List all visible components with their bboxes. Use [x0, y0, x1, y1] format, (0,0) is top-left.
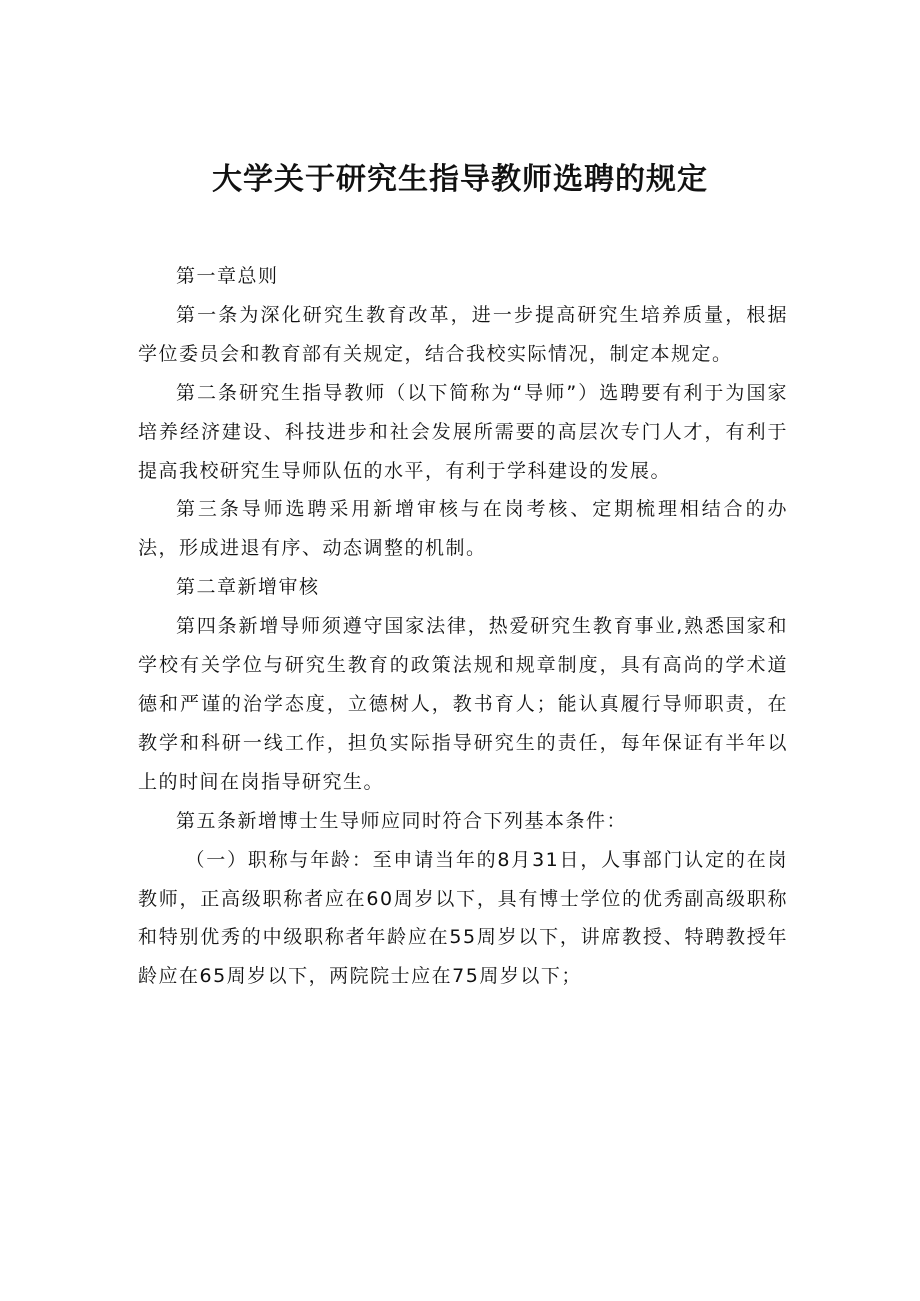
- article-4: 第四条新增导师须遵守国家法律，热爱研究生教育事业,熟悉国家和学校有关学位与研究生教育的政策法规和规章制度，具有高尚的学术道德和严谨的治学态度，立德树人，教书育人；能认真履行导师职责，在教学和科研一线工作，担负实际指导研究生的责任，每年保证有半年以上的时间在岗指导研究生。: [138, 615, 788, 793]
- document-title: 大学关于研究生指导教师选聘的规定: [212, 162, 708, 197]
- article-1: 第一条为深化研究生教育改革，进一步提高研究生培养质量，根据学位委员会和教育部有关规定，结合我校实际情况，制定本规定。: [138, 303, 788, 365]
- document-body: [138, 257, 788, 996]
- chapter-heading-new-review: 第二章新增审核: [176, 576, 320, 599]
- article-5-item-1: （一）职称与年龄：至申请当年的8月31日，人事部门认定的在岗教师，正高级职称者应在60周岁以下，具有博士学位的优秀副高级职称和特别优秀的中级职称者年龄应在55周岁以下，讲席教授、特聘教授年龄应在65周岁以下，两院院士应在75周岁以下；: [138, 848, 788, 988]
- article-2: 第二条研究生指导教师（以下简称为“导师”）选聘要有利于为国家培养经济建设、科技进步和社会发展所需要的高层次专门人才，有利于提高我校研究生导师队伍的水平，有利于学科建设的发展。: [138, 381, 788, 482]
- article-5: 第五条新增博士生导师应同时符合下列基本条件：: [176, 809, 628, 832]
- article-3: 第三条导师选聘采用新增审核与在岗考核、定期梳理相结合的办法，形成进退有序、动态调整的机制。: [138, 498, 788, 560]
- chapter-heading-general: 第一章总则: [176, 265, 279, 287]
